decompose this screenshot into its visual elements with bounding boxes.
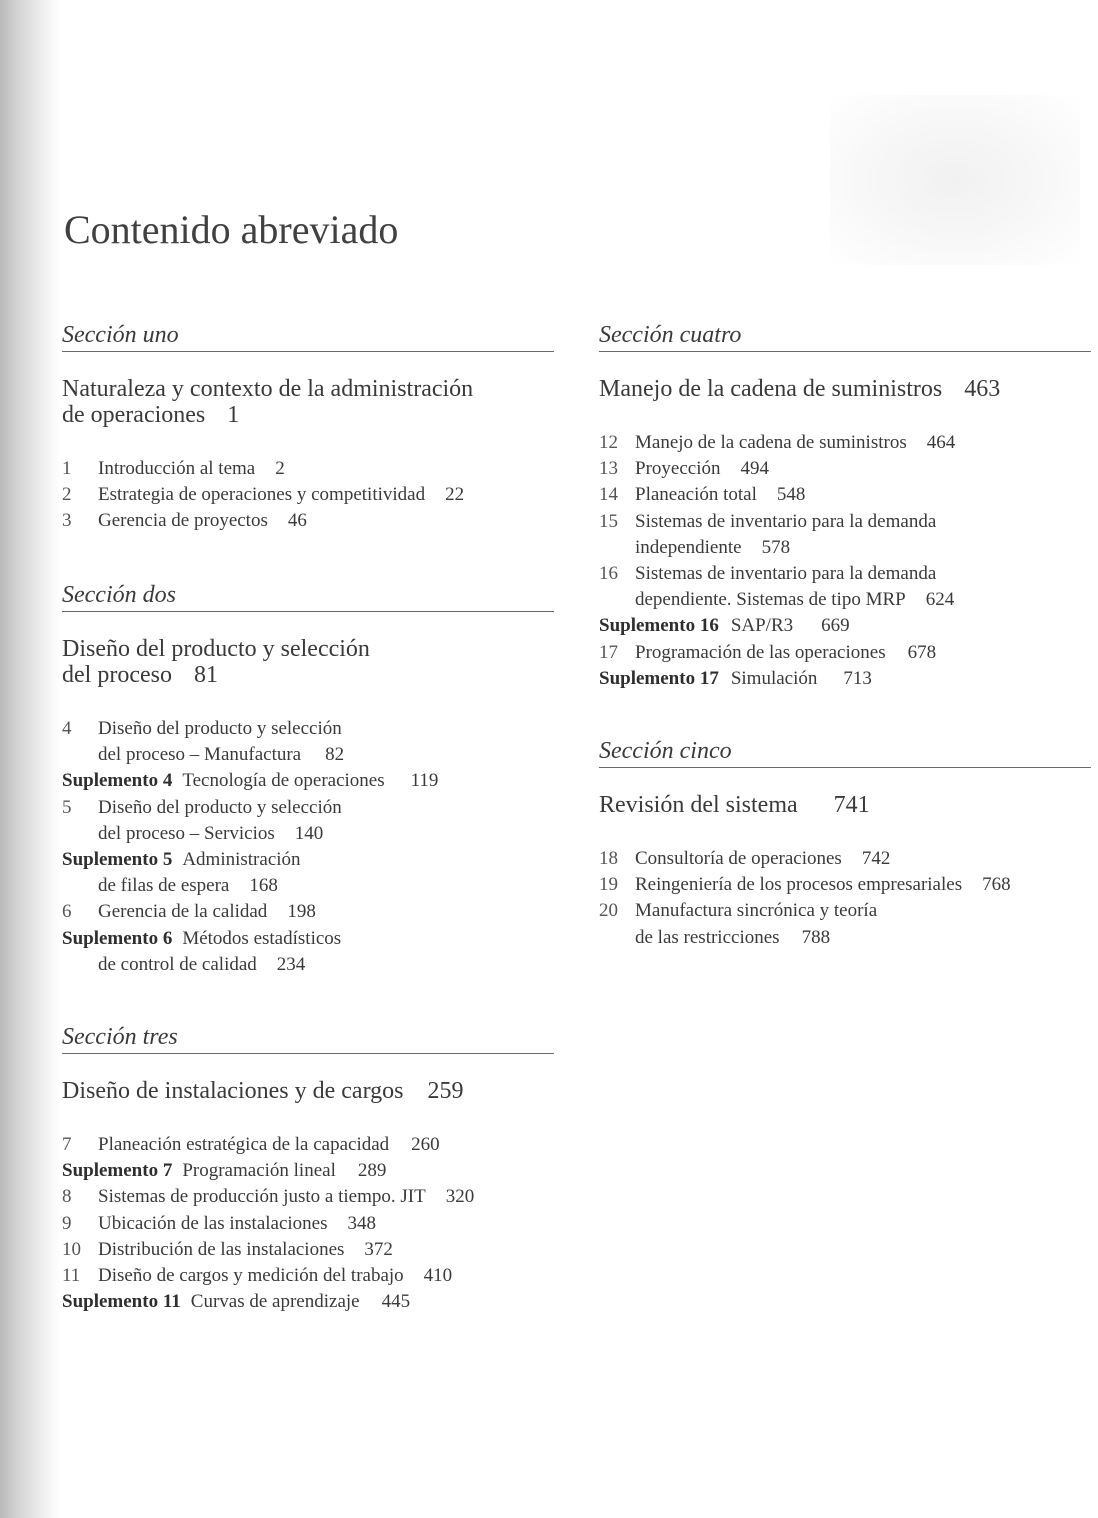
section-heading bbox=[599, 792, 1091, 818]
entry-list bbox=[599, 430, 1091, 692]
heading-line: Diseño de instalaciones y de cargos 259 bbox=[62, 1078, 464, 1104]
toc-entry[interactable]: 17 Programación de las operaciones 678 bbox=[599, 641, 937, 663]
toc-entry[interactable]: 16 Sistemas de inventario para la demanda dependiente. Sistemas de tipo MRP 624 bbox=[599, 563, 955, 611]
section-heading bbox=[62, 1078, 554, 1104]
toc-entry[interactable]: 14 Planeación total 548 bbox=[599, 484, 806, 506]
section-tres bbox=[62, 1024, 554, 1315]
heading-line: Revisión del sistema 741 bbox=[599, 792, 870, 818]
heading-page: 259 bbox=[427, 1078, 464, 1104]
toc-entry[interactable]: 15 Sistemas de inventario para la demanda independiente 578 bbox=[599, 510, 937, 558]
heading-line: de operaciones 1 bbox=[62, 402, 240, 428]
toc-entry[interactable]: 13 Proyección 494 bbox=[599, 458, 769, 480]
section-heading bbox=[62, 636, 554, 688]
section-label: Sección uno bbox=[62, 322, 554, 352]
toc-supplement[interactable]: Suplemento 16 SAP/R3 669 bbox=[599, 615, 850, 637]
page-edge-shadow bbox=[0, 0, 60, 1518]
section-label: Sección dos bbox=[62, 582, 554, 612]
toc-entry[interactable]: 9 Ubicación de las instalaciones 348 bbox=[62, 1212, 377, 1234]
entry-list bbox=[62, 456, 554, 535]
toc-entry[interactable]: 10 Distribución de las instalaciones 372 bbox=[62, 1238, 393, 1260]
heading-line: Manejo de la cadena de suministros 463 bbox=[599, 376, 1001, 402]
toc-entry[interactable]: 8 Sistemas de producción justo a tiempo. JIT 320 bbox=[62, 1186, 475, 1208]
section-label: Sección cuatro bbox=[599, 322, 1091, 352]
heading-line: del proceso 81 bbox=[62, 662, 218, 688]
heading-line: Diseño del producto y selección bbox=[62, 636, 370, 662]
scan-smudge bbox=[830, 95, 1080, 265]
toc-supplement[interactable]: Suplemento 4 Tecnología de operaciones 119 bbox=[62, 770, 439, 792]
heading-line: Naturaleza y contexto de la administración bbox=[62, 376, 474, 402]
heading-page: 81 bbox=[193, 662, 218, 688]
toc-entry[interactable]: 18 Consultoría de operaciones 742 bbox=[599, 848, 891, 869]
section-label: Sección tres bbox=[62, 1024, 554, 1054]
toc-entry[interactable]: 5 Diseño del producto y selección del proceso – Servicios 140 bbox=[62, 796, 342, 844]
toc-entry[interactable]: 12 Manejo de la cadena de suministros 464 bbox=[599, 432, 956, 453]
section-dos bbox=[62, 582, 554, 978]
heading-page: 1 bbox=[227, 402, 240, 428]
toc-supplement[interactable]: Suplemento 6 Métodos estadísticos de control de calidad 234 bbox=[62, 927, 342, 975]
heading-page: 463 bbox=[964, 376, 1001, 402]
toc-entry[interactable]: 2 Estrategia de operaciones y competitividad 22 bbox=[62, 484, 465, 506]
entry-list bbox=[599, 846, 1091, 951]
toc-entry[interactable]: 11 Diseño de cargos y medición del trabajo 410 bbox=[62, 1265, 453, 1287]
entry-list bbox=[62, 716, 554, 978]
page-title: Contenido abreviado bbox=[64, 207, 399, 252]
heading-page: 741 bbox=[833, 792, 870, 818]
section-uno bbox=[62, 322, 554, 535]
toc-supplement[interactable]: Suplemento 17 Simulación 713 bbox=[599, 667, 872, 689]
section-heading bbox=[62, 376, 554, 428]
toc-entry[interactable]: 3 Gerencia de proyectos 46 bbox=[62, 510, 307, 532]
toc-entry[interactable]: 7 Planeación estratégica de la capacidad 260 bbox=[62, 1134, 440, 1155]
toc-entry[interactable]: 20 Manufactura sincrónica y teoría de las restricciones 788 bbox=[599, 900, 878, 948]
toc-entry[interactable]: 4 Diseño del producto y selección del proceso – Manufactura 82 bbox=[62, 718, 345, 766]
toc-entry[interactable]: 6 Gerencia de la calidad 198 bbox=[62, 901, 316, 923]
section-cinco bbox=[599, 738, 1091, 951]
toc-supplement[interactable]: Suplemento 7 Programación lineal 289 bbox=[62, 1160, 387, 1182]
section-heading bbox=[599, 376, 1091, 402]
entry-list bbox=[62, 1132, 554, 1315]
toc-supplement[interactable]: Suplemento 5 Administración de filas de espera 168 bbox=[62, 849, 301, 897]
section-cuatro bbox=[599, 322, 1091, 692]
section-label: Sección cinco bbox=[599, 738, 1091, 768]
toc-supplement[interactable]: Suplemento 11 Curvas de aprendizaje 445 bbox=[62, 1291, 411, 1313]
toc-entry[interactable]: 19 Reingeniería de los procesos empresariales 768 bbox=[599, 874, 1011, 896]
toc-entry[interactable]: 1 Introducción al tema 2 bbox=[62, 458, 285, 479]
